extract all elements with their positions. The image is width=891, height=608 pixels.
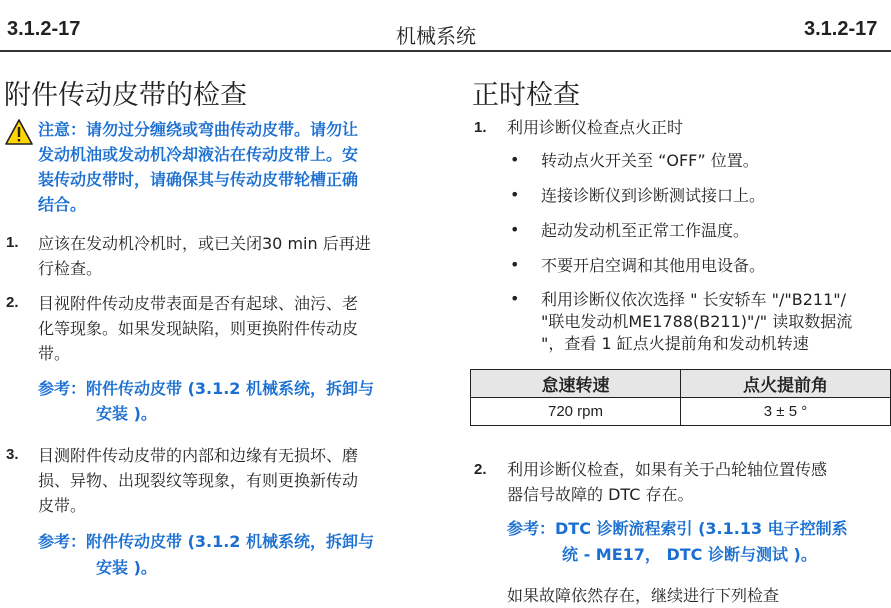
bullet-text: "，查看 1 缸点火提前角和发动机转速 <box>541 334 809 353</box>
bullet-mark: • <box>510 289 520 308</box>
page-number-right: 3.1.2-17 <box>804 18 878 40</box>
bullet-mark: • <box>510 185 520 204</box>
table-header-row <box>471 370 891 398</box>
section-title: 机械系统 <box>396 24 476 48</box>
item-line: 带。 <box>38 344 71 363</box>
right-title: 正时检查 <box>472 80 580 111</box>
item-line: 行检查。 <box>38 259 103 278</box>
item-line: 目视附件传动皮带表面是否有起球、油污、老 <box>38 294 359 313</box>
item-line: 皮带。 <box>38 496 87 515</box>
bullet-text: 连接诊断仪到诊断测试接口上。 <box>541 186 766 205</box>
item-line: 应该在发动机冷机时，或已关闭30 min 后再进 <box>38 234 371 253</box>
reference-line: 参考：附件传动皮带 (3.1.2 机械系统，拆卸与 <box>38 532 375 551</box>
warning-line: 注意：请勿过分缠绕或弯曲传动皮带。请勿让 <box>38 120 359 139</box>
reference-line: 统 - ME17， DTC 诊断与测试 )。 <box>562 545 817 564</box>
warning-icon <box>4 118 34 146</box>
page-number-left: 3.1.2-17 <box>7 18 81 40</box>
warning-line: 结合。 <box>38 195 87 214</box>
step-text: 利用诊断仪检查点火正时 <box>507 118 684 137</box>
item-line: 化等现象。如果发现缺陷，则更换附件传动皮 <box>38 319 359 338</box>
bullet-text: 利用诊断仪依次选择 " 长安轿车 "/"B211"/ <box>541 290 846 309</box>
step-number: 1. <box>474 119 487 136</box>
left-title: 附件传动皮带的检查 <box>4 80 247 111</box>
item-number: 2. <box>6 294 19 311</box>
header-rule <box>0 50 891 52</box>
bullet-mark: • <box>510 150 520 169</box>
step-text: 器信号故障的 DTC 存在。 <box>507 485 694 504</box>
table-cell: 720 rpm <box>471 398 681 426</box>
warning-line: 发动机油或发动机冷却液沾在传动皮带上。安 <box>38 145 359 164</box>
continued-line: 如果故障依然存在，继续进行下列检查 <box>507 586 780 605</box>
bullet-mark: • <box>510 255 520 274</box>
step-number: 2. <box>474 461 487 478</box>
page-header <box>0 0 891 50</box>
table-header: 怠速转速 <box>471 370 681 398</box>
warning-line: 装传动皮带时，请确保其与传动皮带轮槽正确 <box>38 170 359 189</box>
item-number: 3. <box>6 446 19 463</box>
timing-table <box>470 369 891 426</box>
reference-line: 参考：附件传动皮带 (3.1.2 机械系统，拆卸与 <box>38 379 375 398</box>
reference-line: 安装 )。 <box>96 404 157 423</box>
bullet-text: 转动点火开关至 “OFF” 位置。 <box>541 151 759 170</box>
item-number: 1. <box>6 234 19 251</box>
item-line: 损、异物、出现裂纹等现象，有则更换新传动 <box>38 471 359 490</box>
reference-line: 参考：DTC 诊断流程索引 (3.1.13 电子控制系 <box>507 519 848 538</box>
step-text: 利用诊断仪检查，如果有关于凸轮轴位置传感 <box>507 460 828 479</box>
item-line: 目测附件传动皮带的内部和边缘有无损坏、磨 <box>38 446 359 465</box>
table-header: 点火提前角 <box>681 370 891 398</box>
reference-line: 安装 )。 <box>96 558 157 577</box>
table-row <box>471 398 891 426</box>
bullet-text: 起动发动机至正常工作温度。 <box>541 221 750 240</box>
bullet-mark: • <box>510 220 520 239</box>
bullet-text: "联电发动机ME1788(B211)"/" 读取数据流 <box>541 312 853 331</box>
table-cell: 3 ± 5 ° <box>681 398 891 426</box>
bullet-text: 不要开启空调和其他用电设备。 <box>541 256 766 275</box>
